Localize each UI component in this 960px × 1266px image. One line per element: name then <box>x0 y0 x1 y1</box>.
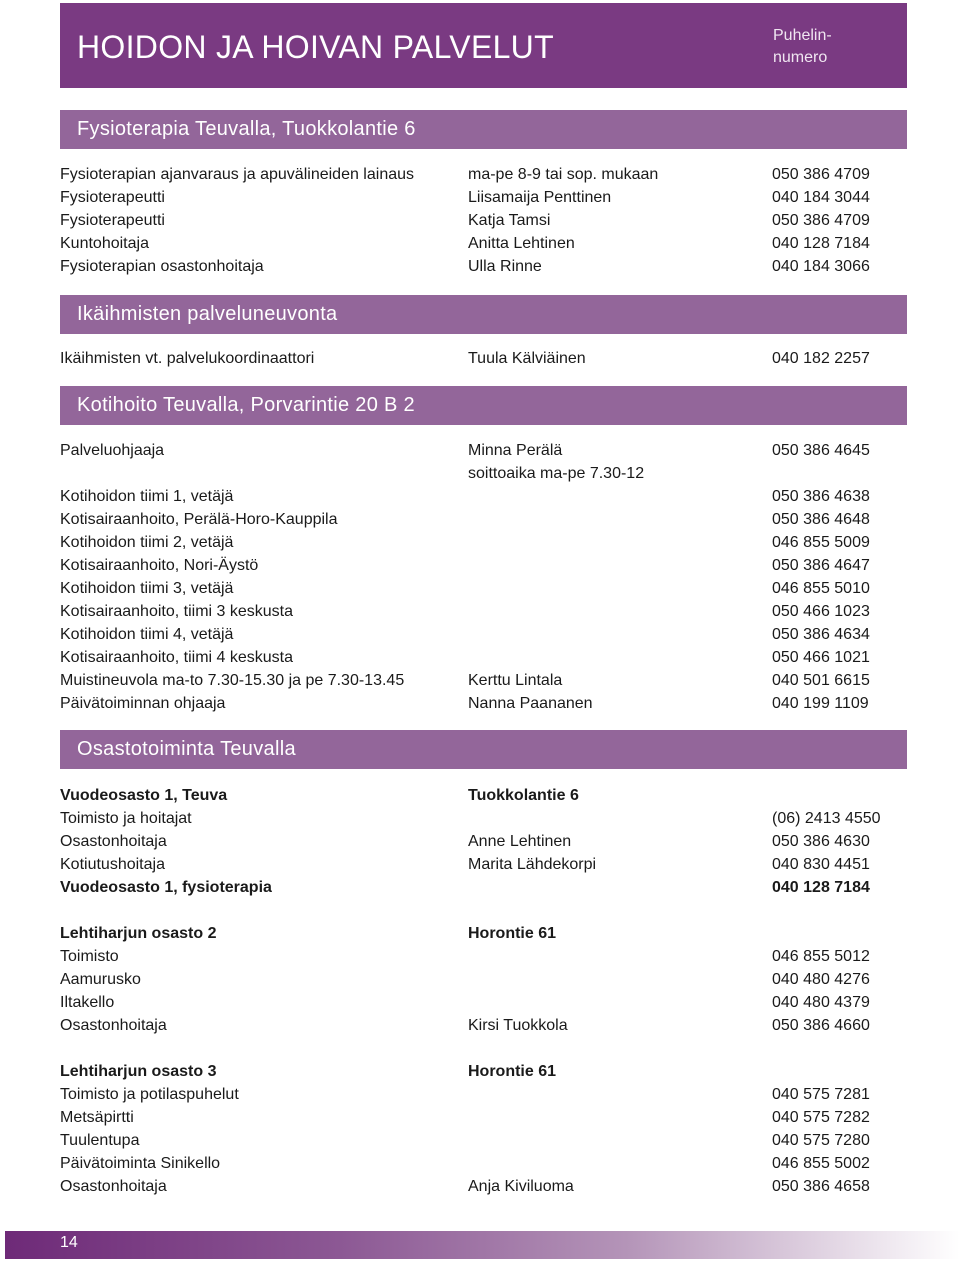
row-label: Osastonhoitaja <box>60 833 167 850</box>
row-detail: Tuokkolantie 6 <box>468 787 579 804</box>
section-header-fysioterapia <box>60 110 907 149</box>
row-label: Iltakello <box>60 994 115 1011</box>
row-label: Kotihoidon tiimi 4, vetäjä <box>60 626 234 643</box>
table-row <box>60 692 907 715</box>
page-footer <box>5 1231 960 1259</box>
row-detail: Kerttu Lintala <box>468 672 563 689</box>
table-row <box>60 462 907 485</box>
row-phone: 050 386 4648 <box>772 511 870 528</box>
row-phone: 040 501 6615 <box>772 672 870 689</box>
row-label: Fysioterapeutti <box>60 189 165 206</box>
row-label: Fysioterapeutti <box>60 212 165 229</box>
row-phone: 050 386 4709 <box>772 166 870 183</box>
row-phone: 050 386 4658 <box>772 1178 870 1195</box>
table-row <box>60 1083 907 1106</box>
row-phone: 040 480 4276 <box>772 971 870 988</box>
row-label: Päivätoiminta Sinikello <box>60 1155 221 1172</box>
table-row <box>60 646 907 669</box>
table-row <box>60 830 907 853</box>
row-phone: 040 575 7280 <box>772 1132 870 1149</box>
row-detail: Anitta Lehtinen <box>468 235 575 252</box>
row-label: Kotisairaanhoito, tiimi 4 keskusta <box>60 649 293 666</box>
row-detail: Minna Perälä <box>468 442 563 459</box>
row-label: Kotiutushoitaja <box>60 856 165 873</box>
row-label: Lehtiharjun osasto 2 <box>60 925 217 942</box>
row-label: Metsäpirtti <box>60 1109 134 1126</box>
row-detail: Horontie 61 <box>468 925 557 942</box>
row-label: Toimisto <box>60 948 119 965</box>
row-label: Toimisto ja hoitajat <box>60 810 192 827</box>
row-label: Kotihoidon tiimi 1, vetäjä <box>60 488 234 505</box>
row-label: Vuodeosasto 1, Teuva <box>60 787 228 804</box>
row-phone: 050 466 1023 <box>772 603 870 620</box>
table-row <box>60 807 907 830</box>
row-detail: Anja Kiviluoma <box>468 1178 574 1195</box>
row-phone: 040 575 7282 <box>772 1109 870 1126</box>
row-label: Vuodeosasto 1, fysioterapia <box>60 879 272 896</box>
table-row <box>60 1152 907 1175</box>
row-phone: 040 128 7184 <box>772 235 870 252</box>
row-phone: 046 855 5002 <box>772 1155 870 1172</box>
row-phone: 050 386 4709 <box>772 212 870 229</box>
row-label: Kotisairaanhoito, Perälä-Horo-Kauppila <box>60 511 338 528</box>
row-label: Kotisairaanhoito, Nori-Äystö <box>60 557 259 574</box>
table-row <box>60 991 907 1014</box>
row-phone: 046 855 5012 <box>772 948 870 965</box>
row-label: Kotisairaanhoito, tiimi 3 keskusta <box>60 603 293 620</box>
row-label: Kuntohoitaja <box>60 235 149 252</box>
row-detail: Ulla Rinne <box>468 258 542 275</box>
row-phone: 046 855 5010 <box>772 580 870 597</box>
row-label: Aamurusko <box>60 971 141 988</box>
row-phone: 040 575 7281 <box>772 1086 870 1103</box>
table-row <box>60 232 907 255</box>
section-title: Ikäihmisten palveluneuvonta <box>77 303 338 325</box>
phone-header-line-2: numero <box>773 49 828 66</box>
table-row <box>60 163 907 186</box>
row-detail: Nanna Paananen <box>468 695 593 712</box>
row-detail: Katja Tamsi <box>468 212 551 229</box>
row-phone: 040 830 4451 <box>772 856 870 873</box>
table-row <box>60 1060 907 1083</box>
row-phone: 040 128 7184 <box>772 879 870 896</box>
table-row <box>60 1014 907 1037</box>
table-row <box>60 1175 907 1198</box>
row-detail: Liisamaija Penttinen <box>468 189 612 206</box>
table-row <box>60 945 907 968</box>
table-row <box>60 186 907 209</box>
row-phone: 040 184 3044 <box>772 189 870 206</box>
row-phone: 040 199 1109 <box>772 695 869 712</box>
row-detail: ma-pe 8-9 tai sop. mukaan <box>468 166 659 183</box>
row-detail: soittoaika ma-pe 7.30-12 <box>468 465 645 482</box>
section-header-kotihoito <box>60 386 907 425</box>
table-row <box>60 600 907 623</box>
section-title: Osastotoiminta Teuvalla <box>77 738 296 760</box>
row-label: Kotihoidon tiimi 3, vetäjä <box>60 580 234 597</box>
table-row <box>60 554 907 577</box>
row-label: Kotihoidon tiimi 2, vetäjä <box>60 534 234 551</box>
row-phone: 050 466 1021 <box>772 649 870 666</box>
row-label: Fysioterapian ajanvaraus ja apuvälineiden lainaus <box>60 166 415 183</box>
row-detail: Horontie 61 <box>468 1063 557 1080</box>
table-row <box>60 255 907 278</box>
row-phone: 050 386 4660 <box>772 1017 870 1034</box>
section-title: Fysioterapia Teuvalla, Tuokkolantie 6 <box>77 118 416 140</box>
row-label: Päivätoiminnan ohjaaja <box>60 695 226 712</box>
page-number: 14 <box>60 1234 78 1251</box>
table-row <box>60 485 907 508</box>
table-row <box>60 623 907 646</box>
row-detail: Anne Lehtinen <box>468 833 572 850</box>
table-row <box>60 508 907 531</box>
row-phone: 050 386 4647 <box>772 557 870 574</box>
section-title: Kotihoito Teuvalla, Porvarintie 20 B 2 <box>77 394 415 416</box>
table-row <box>60 968 907 991</box>
row-phone: 040 184 3066 <box>772 258 870 275</box>
page-title: HOIDON JA HOIVAN PALVELUT <box>77 29 554 65</box>
table-row <box>60 531 907 554</box>
row-label: Osastonhoitaja <box>60 1017 167 1034</box>
row-label: Tuulentupa <box>60 1132 140 1149</box>
page-header <box>60 3 907 88</box>
row-detail: Kirsi Tuokkola <box>468 1017 568 1034</box>
table-row <box>60 1106 907 1129</box>
row-detail: Marita Lähdekorpi <box>468 856 597 873</box>
table-row <box>60 853 907 876</box>
table-row <box>60 876 907 899</box>
row-phone: 050 386 4630 <box>772 833 870 850</box>
table-row <box>60 439 907 462</box>
section-header-palveluneuvonta <box>60 295 907 334</box>
row-phone: 050 386 4645 <box>772 442 870 459</box>
table-row <box>60 784 907 807</box>
row-phone: 040 182 2257 <box>772 350 870 367</box>
row-label: Ikäihmisten vt. palvelukoordinaattori <box>60 350 315 367</box>
row-detail: Tuula Kälviäinen <box>468 350 586 367</box>
table-row <box>60 922 907 945</box>
table-row <box>60 209 907 232</box>
row-label: Toimisto ja potilaspuhelut <box>60 1086 239 1103</box>
row-phone: (06) 2413 4550 <box>772 810 881 827</box>
row-label: Lehtiharjun osasto 3 <box>60 1063 217 1080</box>
row-phone: 050 386 4634 <box>772 626 870 643</box>
table-row <box>60 1129 907 1152</box>
row-label: Osastonhoitaja <box>60 1178 167 1195</box>
table-row <box>60 347 907 370</box>
row-phone: 040 480 4379 <box>772 994 870 1011</box>
row-label: Muistineuvola ma-to 7.30-15.30 ja pe 7.30-13.45 <box>60 672 405 689</box>
row-phone: 046 855 5009 <box>772 534 870 551</box>
phone-column-header <box>773 25 832 69</box>
phone-header-line-1: Puhelin- <box>773 27 832 44</box>
row-phone: 050 386 4638 <box>772 488 870 505</box>
table-row <box>60 669 907 692</box>
row-label: Palveluohjaaja <box>60 442 165 459</box>
section-header-osastotoiminta <box>60 730 907 769</box>
row-label: Fysioterapian osastonhoitaja <box>60 258 264 275</box>
table-row <box>60 577 907 600</box>
